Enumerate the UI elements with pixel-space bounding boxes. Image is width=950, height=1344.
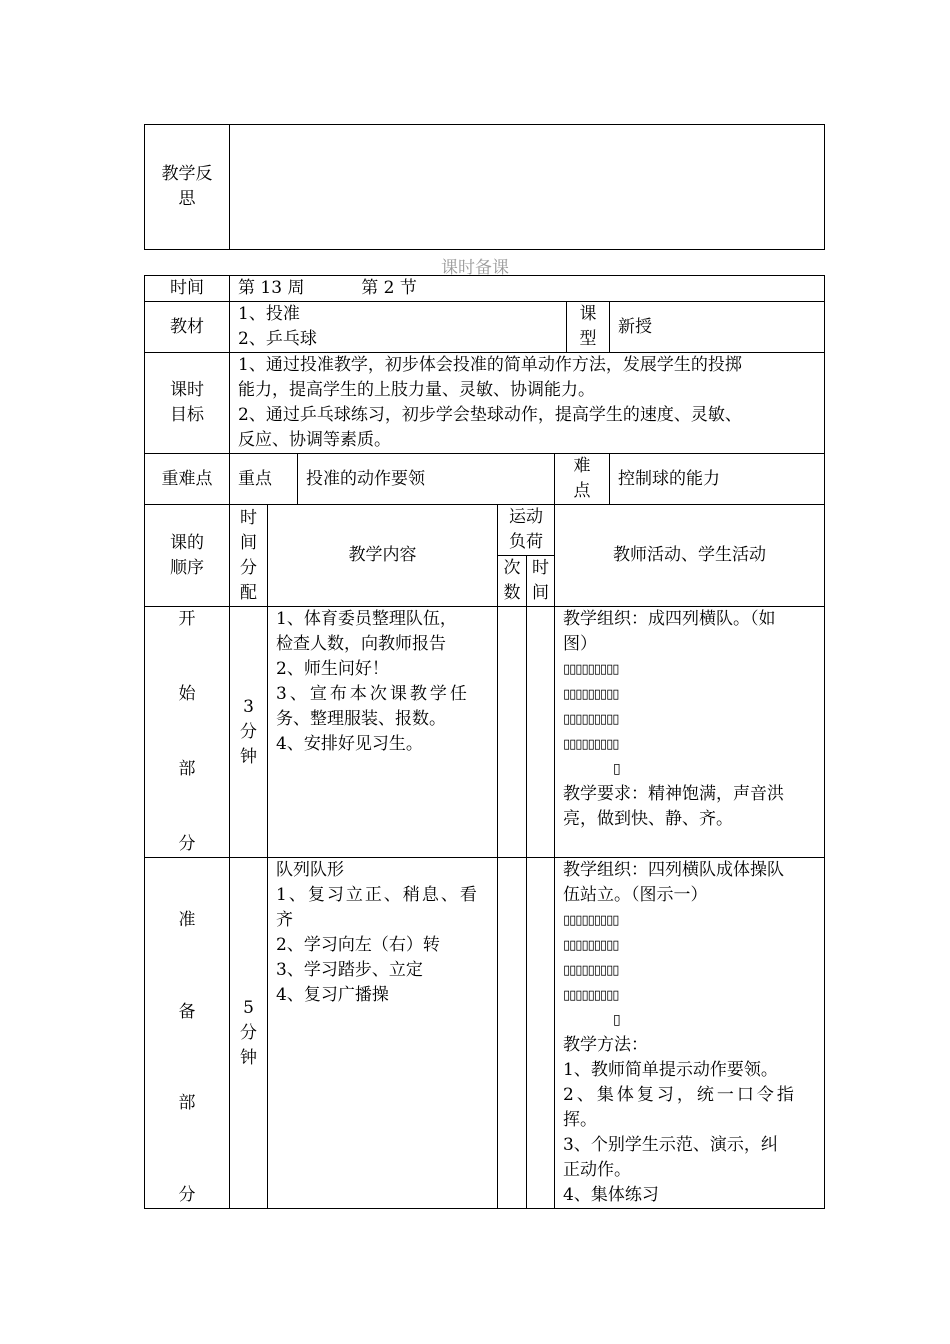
difficulty-label <box>555 454 610 505</box>
objectives-label-1: 课时 <box>170 380 204 400</box>
lesson-type-value: 新授 <box>610 302 825 353</box>
objective-line: 2、通过乒乓球练习，初步学会垫球动作，提高学生的速度、灵敏、 <box>238 405 742 425</box>
objective-line: 1、通过投准教学，初步体会投准的简单动作方法，发展学生的投掷 <box>238 355 742 375</box>
stage-char: 部 <box>178 1093 196 1114</box>
time-char: 钟 <box>240 1047 257 1068</box>
reflection-table <box>144 124 825 250</box>
formation-row: ▯▯▯▯▯▯▯▯▯ <box>563 737 619 752</box>
key-value: 投准的动作要领 <box>298 454 555 505</box>
header-time-alloc <box>230 505 268 607</box>
material-items <box>230 302 567 353</box>
formation-row: ▯▯▯▯▯▯▯▯▯ <box>563 687 619 702</box>
objective-line: 反应、协调等素质。 <box>238 430 391 450</box>
stage-char: 准 <box>178 910 196 930</box>
activity-line: 教学组织：四列横队成体操队 <box>563 860 784 880</box>
activity-line: 3、个别学生示范、演示，纠 <box>563 1135 778 1155</box>
load-count-preparation <box>498 858 527 1209</box>
activity-line: 教学方法： <box>563 1035 648 1055</box>
teacher-marker: ▯ <box>613 761 621 777</box>
document-title: 课时备课 <box>441 258 509 278</box>
formation-row: ▯▯▯▯▯▯▯▯▯ <box>563 963 619 978</box>
time-char: 分 <box>240 721 257 742</box>
activity-line: 教学要求：精神饱满，声音洪 <box>563 784 784 804</box>
formation-row: ▯▯▯▯▯▯▯▯▯ <box>563 988 619 1003</box>
objectives-label <box>145 353 230 454</box>
difficulty-value: 控制球的能力 <box>610 454 825 505</box>
material-item-1: 1、投准 <box>238 304 300 324</box>
header-duration-char: 时 <box>532 558 549 578</box>
stage-char: 部 <box>178 759 196 779</box>
section-time-preparation <box>230 858 268 1209</box>
time-value <box>230 276 825 302</box>
objective-line: 能力，提高学生的上肢力量、灵敏、协调能力。 <box>238 380 595 400</box>
content-line: 2、师生问好！ <box>276 659 389 679</box>
key-label: 重点 <box>230 454 298 505</box>
header-activities: 教师活动、学生活动 <box>555 505 825 607</box>
stage-opening <box>145 607 230 858</box>
key-points-label: 重难点 <box>145 454 230 505</box>
header-load <box>498 505 555 556</box>
activity-line: 1、教师简单提示动作要领。 <box>563 1060 778 1080</box>
load-duration-preparation <box>527 858 555 1209</box>
stage-char: 开 <box>178 609 196 629</box>
header-load-2: 负荷 <box>509 532 543 552</box>
activity-line: 正动作。 <box>563 1160 631 1180</box>
difficulty-label-2: 点 <box>573 481 591 501</box>
header-count <box>498 556 527 607</box>
content-line: 检查人数，向教师报告 <box>276 634 446 654</box>
formation-row: ▯▯▯▯▯▯▯▯▯ <box>563 913 619 928</box>
time-char: 分 <box>240 1022 257 1043</box>
activity-line: 2、集体复习，统一口令指 <box>563 1085 797 1105</box>
activity-line: 亮，做到快、静、齐。 <box>563 809 733 829</box>
objectives-content <box>230 353 825 454</box>
content-line: 1、体育委员整理队伍， <box>276 609 457 629</box>
content-line: 3、学习踏步、立定 <box>276 960 423 980</box>
section-activities-preparation <box>555 858 825 1209</box>
reflection-label <box>145 125 230 250</box>
header-duration-char: 间 <box>532 583 549 603</box>
difficulty-label-1: 难 <box>573 456 591 476</box>
stage-char: 分 <box>178 834 196 854</box>
content-line: 2、学习向左（右）转 <box>276 935 440 955</box>
header-count-char: 次 <box>503 558 521 578</box>
header-content: 教学内容 <box>268 505 498 607</box>
reflection-label-line1: 教学反 <box>161 164 213 184</box>
header-time-alloc-char: 配 <box>240 582 257 603</box>
section-content-opening <box>268 607 498 858</box>
load-duration-opening <box>527 607 555 858</box>
content-line: 1、复习立正、稍息、看 <box>276 885 479 905</box>
content-line: 3、宣布本次课教学任 <box>276 684 470 704</box>
activity-line: 教学组织：成四列横队。（如 <box>563 609 776 629</box>
section-content-preparation <box>268 858 498 1209</box>
header-time-alloc-char: 分 <box>240 557 257 578</box>
header-count-char: 数 <box>503 583 521 603</box>
time-char: 5 <box>243 997 254 1018</box>
activity-line: 挥。 <box>563 1110 597 1130</box>
week-text: 第 13 周 <box>238 278 305 298</box>
time-char: 钟 <box>240 746 257 767</box>
header-order-1: 课的 <box>170 532 204 553</box>
lesson-plan-table <box>144 275 825 1209</box>
activity-line: 4、集体练习 <box>563 1185 659 1205</box>
section-time-opening <box>230 607 268 858</box>
content-line: 齐 <box>276 910 293 930</box>
time-char: 3 <box>243 696 254 717</box>
content-line: 4、复习广播操 <box>276 985 389 1005</box>
reflection-content[interactable] <box>230 125 825 250</box>
stage-char: 备 <box>178 1001 196 1022</box>
lesson-type-label-1: 课 <box>579 304 597 324</box>
time-label: 时间 <box>145 276 230 302</box>
activity-line: 伍站立。（图示一） <box>563 885 708 905</box>
teacher-marker: ▯ <box>613 1012 621 1028</box>
header-time-alloc-char: 时 <box>240 507 257 528</box>
material-label: 教材 <box>145 302 230 353</box>
stage-char: 始 <box>178 684 196 704</box>
content-line: 队列队形 <box>276 860 344 880</box>
header-duration <box>527 556 555 607</box>
content-line: 务、整理服装、报数。 <box>276 709 446 729</box>
header-order-2: 顺序 <box>170 557 204 578</box>
formation-row: ▯▯▯▯▯▯▯▯▯ <box>563 712 619 727</box>
header-load-1: 运动 <box>509 507 543 527</box>
content-line: 4、安排好见习生。 <box>276 734 423 754</box>
objectives-label-2: 目标 <box>170 405 204 425</box>
reflection-label-line2: 思 <box>178 189 196 209</box>
activity-line: 图） <box>563 634 597 654</box>
section-activities-opening <box>555 607 825 858</box>
formation-row: ▯▯▯▯▯▯▯▯▯ <box>563 662 619 677</box>
formation-row: ▯▯▯▯▯▯▯▯▯ <box>563 938 619 953</box>
lesson-text: 第 2 节 <box>361 278 417 298</box>
lesson-type-label <box>567 302 610 353</box>
lesson-type-label-2: 型 <box>579 329 597 349</box>
header-order <box>145 505 230 607</box>
stage-preparation <box>145 858 230 1209</box>
load-count-opening <box>498 607 527 858</box>
stage-char: 分 <box>178 1184 196 1205</box>
header-time-alloc-char: 间 <box>240 532 257 553</box>
material-item-2: 2、乒乓球 <box>238 329 317 349</box>
